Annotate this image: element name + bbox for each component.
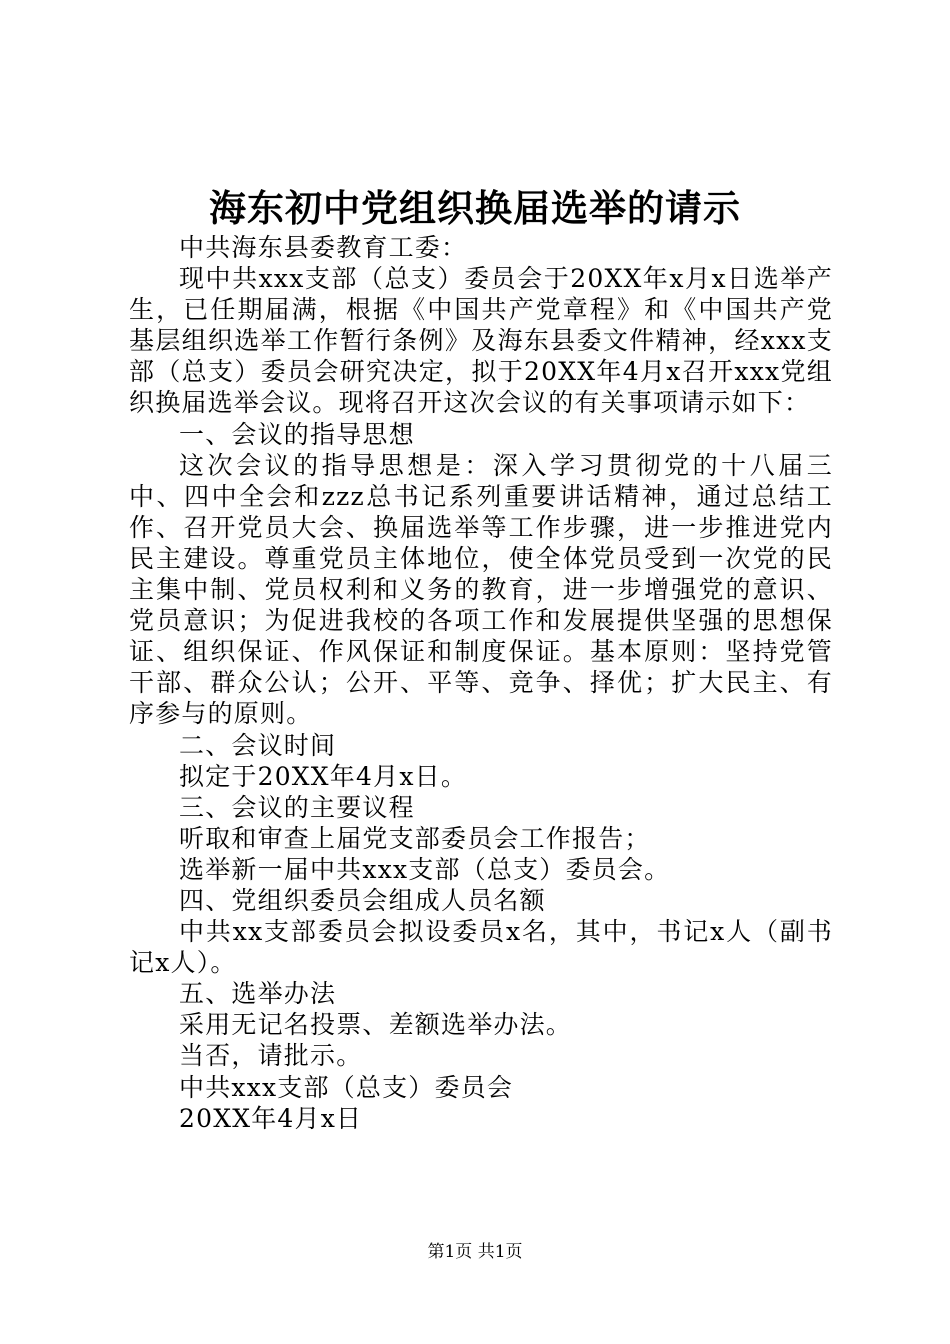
document-body bbox=[129, 232, 833, 1134]
document-title: 海东初中党组织换届选举的请示 bbox=[209, 186, 741, 230]
signature-organization: 中共xxx支部（总支）委员会 bbox=[179, 1072, 514, 1102]
section-heading-3: 三、会议的主要议程 bbox=[179, 792, 415, 822]
section-2-paragraph: 拟定于20XX年4月x日。 bbox=[179, 761, 468, 791]
section-1-paragraph: 这次会议的指导思想是：深入学习贯彻党的十八届三中、四中全会和zzz总书记系列重要讲话精神，通过总结工作、召开党员大会、换届选举等工作步骤，进一步推进党内民主建设。尊重党员主体地位，使全体党员受到一次党的民主集中制、党员权利和义务的教育，进一步增强党的意识、党员意识；为促进我校的各项工作和发展提供坚强的思想保证、组织保证、作风保证和制度保证。基本原则：坚持党管干部、群众公认；公开、平等、竞争、择优；扩大民主、有序参与的原则。 bbox=[129, 450, 833, 729]
section-5-paragraph: 采用无记名投票、差额选举办法。 bbox=[179, 1010, 573, 1040]
section-4-paragraph: 中共xx支部委员会拟设委员x名，其中，书记x人（副书记x人）。 bbox=[129, 917, 833, 978]
page-number: 第1页 共1页 bbox=[427, 1242, 523, 1262]
intro-paragraph: 现中共xxx支部（总支）委员会于20XX年x月x日选举产生，已任期届满，根据《中国共产党章程》和《中国共产党基层组织选举工作暂行条例》及海东县委文件精神，经xxx支部（总支）委员会研究决定，拟于20XX年4月x召开xxx党组织换届选举会议。现将召开这次会议的有关事项请示如下： bbox=[129, 264, 833, 418]
section-heading-1: 一、会议的指导思想 bbox=[179, 419, 415, 449]
agenda-item-2: 选举新一届中共xxx支部（总支）委员会。 bbox=[179, 854, 671, 884]
signature-date: 20XX年4月x日 bbox=[179, 1103, 363, 1133]
section-heading-2: 二、会议时间 bbox=[179, 730, 337, 760]
addressee: 中共海东县委教育工委： bbox=[179, 233, 468, 262]
section-heading-5: 五、选举办法 bbox=[179, 979, 337, 1009]
agenda-item-1: 听取和审查上届党支部委员会工作报告； bbox=[179, 823, 651, 853]
closing-request: 当否，请批示。 bbox=[179, 1041, 363, 1071]
section-heading-4: 四、党组织委员会组成人员名额 bbox=[179, 885, 546, 915]
